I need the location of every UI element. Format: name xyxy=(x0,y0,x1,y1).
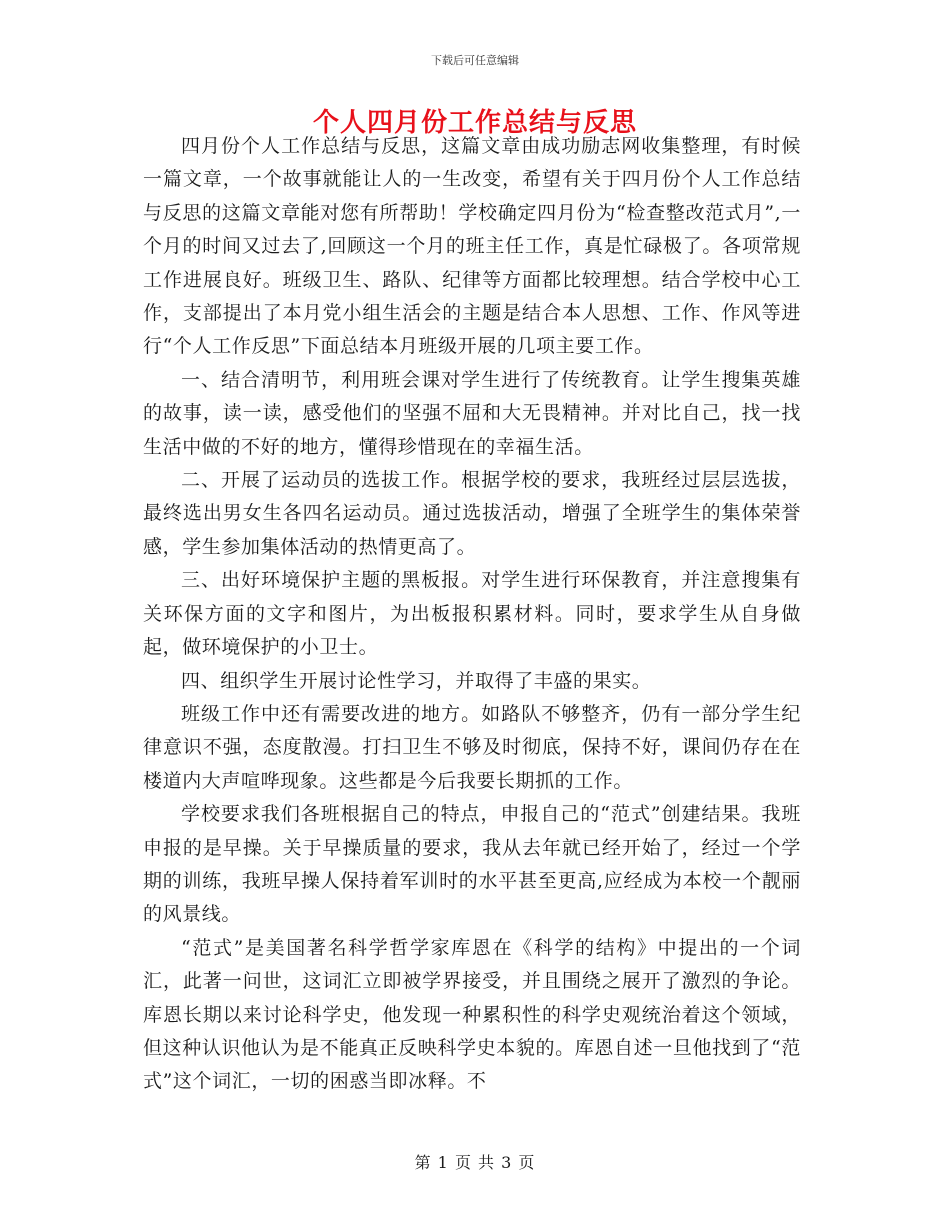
paragraph: 一、结合清明节，利用班会课对学生进行了传统教育。让学生搜集英雄的故事，读一读，感受他们的坚强不屈和大无畏精神。并对比自己，找一找生活中做的不好的地方，懂得珍惜现在的幸福生活。 xyxy=(143,368,801,458)
paragraph: 三、出好环境保护主题的黑板报。对学生进行环保教育，并注意搜集有关环保方面的文字和图片，为出板报积累材料。同时，要求学生从自身做起，做环境保护的小卫士。 xyxy=(143,569,801,659)
header-note: 下载后可任意编辑 xyxy=(431,54,519,67)
paragraph: 四、组织学生开展讨论性学习，并取得了丰盛的果实。 xyxy=(181,669,652,692)
document-body xyxy=(143,130,801,1099)
paragraph: 二、开展了运动员的选拔工作。根据学校的要求，我班经过层层选拔，最终选出男女生各四名运动员。通过选拔活动，增强了全班学生的集体荣誉感，学生参加集体活动的热情更高了。 xyxy=(143,469,801,558)
page-number: 第 1 页 共 3 页 xyxy=(414,1153,536,1172)
paragraph: 四月份个人工作总结与反思，这篇文章由成功励志网收集整理，有时候一篇文章，一个故事就能让人的一生改变，希望有关于四月份个人工作总结与反思的这篇文章能对您有所帮助！学校确定四月份为“检查整改范式月”,一个月的时间又过去了,回顾这一个月的班主任工作，真是忙碌极了。各项常规工作进展良好。班级卫生、路队、纪律等方面都比较理想。结合学校中心工作，支部提出了本月党小组生活会的主题是结合本人思想、工作、作风等进行“个人工作反思”下面总结本月班级开展的几项主要工作。 xyxy=(143,135,801,358)
paragraph: “范式”是美国著名科学哲学家库恩在《科学的结构》中提出的一个词汇，此著一问世，这词汇立即被学界接受，并且围绕之展开了激烈的争论。库恩长期以来讨论科学史，他发现一种累积性的科学史观统治着这个领域，但这种认识他认为是不能真正反映科学史本貌的。库恩自述一旦他找到了“范式”这个词汇，一切的困惑当即冰释。不 xyxy=(143,936,801,1093)
paragraph: 学校要求我们各班根据自己的特点，申报自己的“范式”创建结果。我班申报的是早操。关于早操质量的要求，我从去年就已经开始了，经过一个学期的训练，我班早操人保持着军训时的水平甚至更高,应经成为本校一个靓丽的风景线。 xyxy=(143,803,801,926)
paragraph: 班级工作中还有需要改进的地方。如路队不够整齐，仍有一部分学生纪律意识不强，态度散漫。打扫卫生不够及时彻底，保持不好，课间仍存在在楼道内大声喧哗现象。这些都是今后我要长期抓的工作。 xyxy=(143,702,801,792)
document-title: 个人四月份工作总结与反思 xyxy=(312,108,637,138)
